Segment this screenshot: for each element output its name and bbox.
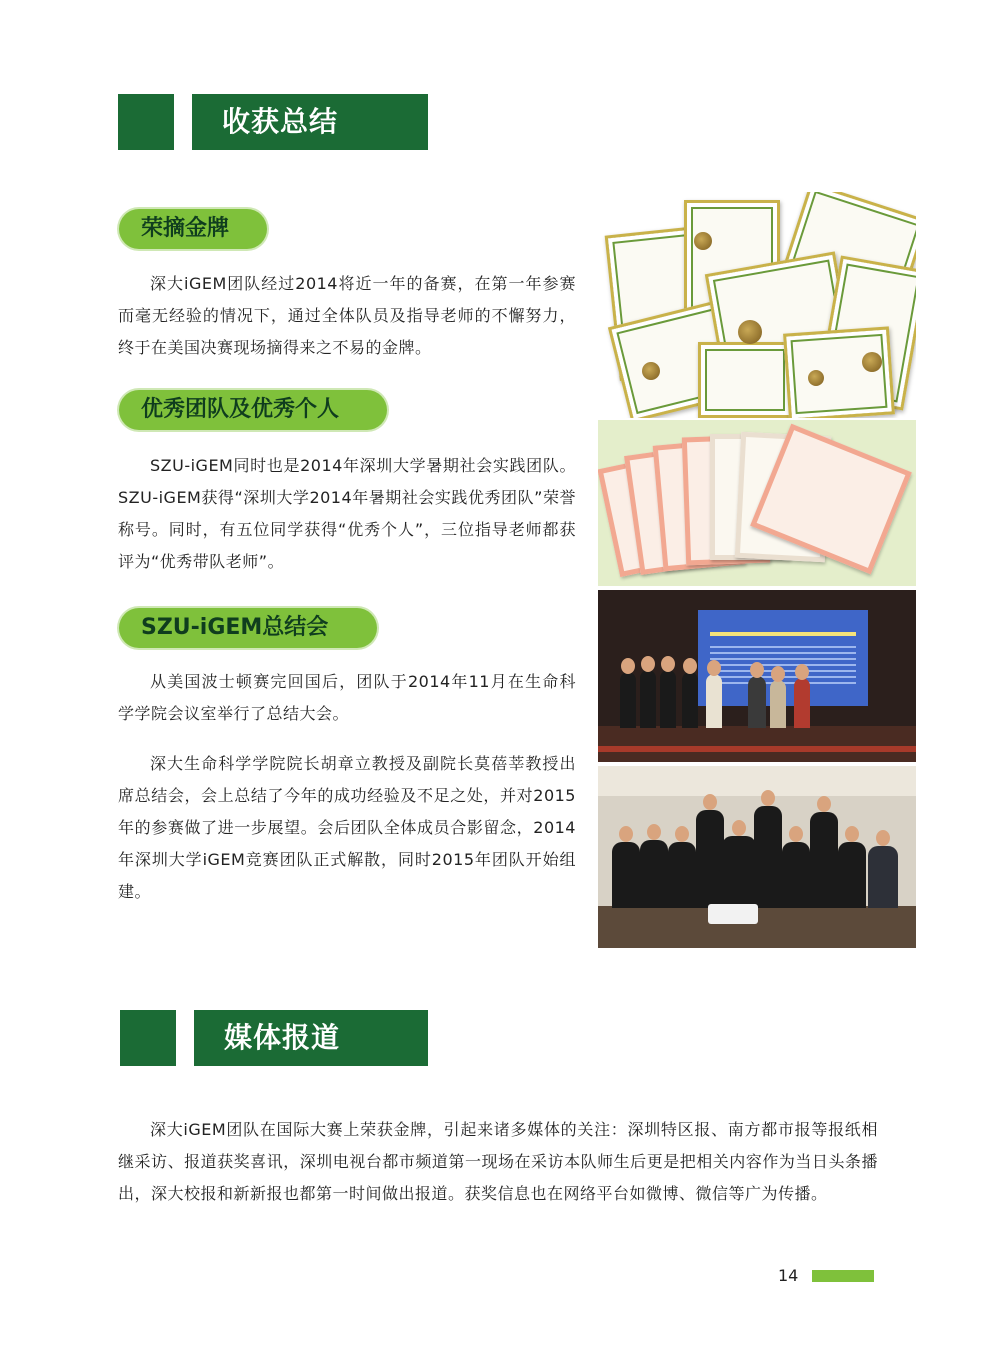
person-head (703, 794, 717, 810)
gold-seal (694, 232, 712, 250)
section-header-block (120, 1010, 176, 1066)
person-head (876, 830, 890, 846)
person (838, 842, 866, 908)
paragraph-summary-1: 从美国波士顿赛完回国后，团队于2014年11月在生命科学学院会议室举行了总结大会。 (118, 672, 576, 723)
person-head (795, 664, 809, 680)
photo-gold-certificates (598, 192, 916, 418)
page-number: 14 (778, 1266, 799, 1285)
person (668, 842, 696, 908)
person-head (661, 656, 675, 672)
paragraph-gold: 深大iGEM团队经过2014将近一年的备赛，在第一年参赛而毫无经验的情况下，通过全体队员及指导老师的不懈努力，终于在美国决赛现场摘得来之不易的金牌。 (118, 274, 576, 357)
photo-honor-certificates (598, 420, 916, 586)
photo-group (598, 766, 916, 948)
person (782, 842, 810, 908)
stage-edge (598, 746, 916, 752)
person-head (761, 790, 775, 806)
person-head (641, 656, 655, 672)
person (794, 678, 810, 728)
section-header-harvest (118, 94, 428, 150)
gold-seal (642, 362, 660, 380)
person (696, 810, 724, 908)
projection-screen-text (710, 646, 856, 686)
section-title-media: 媒体报道 (194, 1010, 428, 1066)
section-header-media (120, 1010, 428, 1066)
person (748, 676, 766, 728)
person-head (683, 658, 697, 674)
certificate (698, 342, 792, 418)
person (660, 670, 676, 728)
subsection-title-gold: 荣摘金牌 (119, 209, 267, 249)
person-head (817, 796, 831, 812)
section-header-block (118, 94, 174, 150)
paragraph-summary-2: 深大生命科学学院院长胡章立教授及副院长莫蓓莘教授出席总结会，会上总结了今年的成功经验及不足之处，并对2015年的参赛做了进一步展望。会后团队全体成员合影留念，2014年深圳大学iGEM竞赛团队正式解散，同时2015年团队开始组建。 (118, 754, 576, 901)
person (706, 674, 722, 728)
page-number-bar (812, 1270, 874, 1282)
person-head (750, 662, 764, 678)
projection-screen-text (710, 632, 856, 636)
gold-seal (862, 352, 882, 372)
person (868, 846, 898, 908)
person-head (771, 666, 785, 682)
projector (708, 904, 758, 924)
gold-seal (808, 370, 824, 386)
person (770, 680, 786, 728)
person-head (845, 826, 859, 842)
person (722, 836, 756, 908)
paragraph-media: 深大iGEM团队在国际大赛上荣获金牌，引起来诸多媒体的关注：深圳特区报、南方都市报等报纸相继采访、报道获奖喜讯，深圳电视台都市频道第一现场在采访本队师生后更是把相关内容作为当日头条播出，深大校报和新新报也都第一时间做出报道。获奖信息也在网络平台如微博、微信等广为传播。 (118, 1120, 878, 1203)
person-head (621, 658, 635, 674)
person (682, 672, 698, 728)
person-head (619, 826, 633, 842)
paragraph-team: SZU-iGEM同时也是2014年深圳大学暑期社会实践团队。SZU-iGEM获得“深圳大学2014年暑期社会实践优秀团队”荣誉称号。同时，有五位同学获得“优秀个人”，三位指导老师都获评为“优秀带队老师”。 (118, 456, 576, 571)
person (754, 806, 782, 908)
person-head (647, 824, 661, 840)
subsection-title-team: 优秀团队及优秀个人 (119, 390, 387, 430)
person-head (707, 660, 721, 676)
person-head (789, 826, 803, 842)
person (640, 840, 668, 908)
person (810, 812, 838, 908)
person-head (675, 826, 689, 842)
certificate (783, 326, 895, 418)
gold-seal (738, 320, 762, 344)
subsection-title-summary: SZU-iGEM总结会 (119, 608, 377, 648)
room-wall (598, 766, 916, 796)
person-head (732, 820, 746, 836)
photo-summary-ceremony (598, 590, 916, 762)
person (612, 842, 640, 908)
person (620, 672, 636, 728)
person (640, 670, 656, 728)
stage-floor (598, 726, 916, 762)
section-title-harvest: 收获总结 (192, 94, 428, 150)
